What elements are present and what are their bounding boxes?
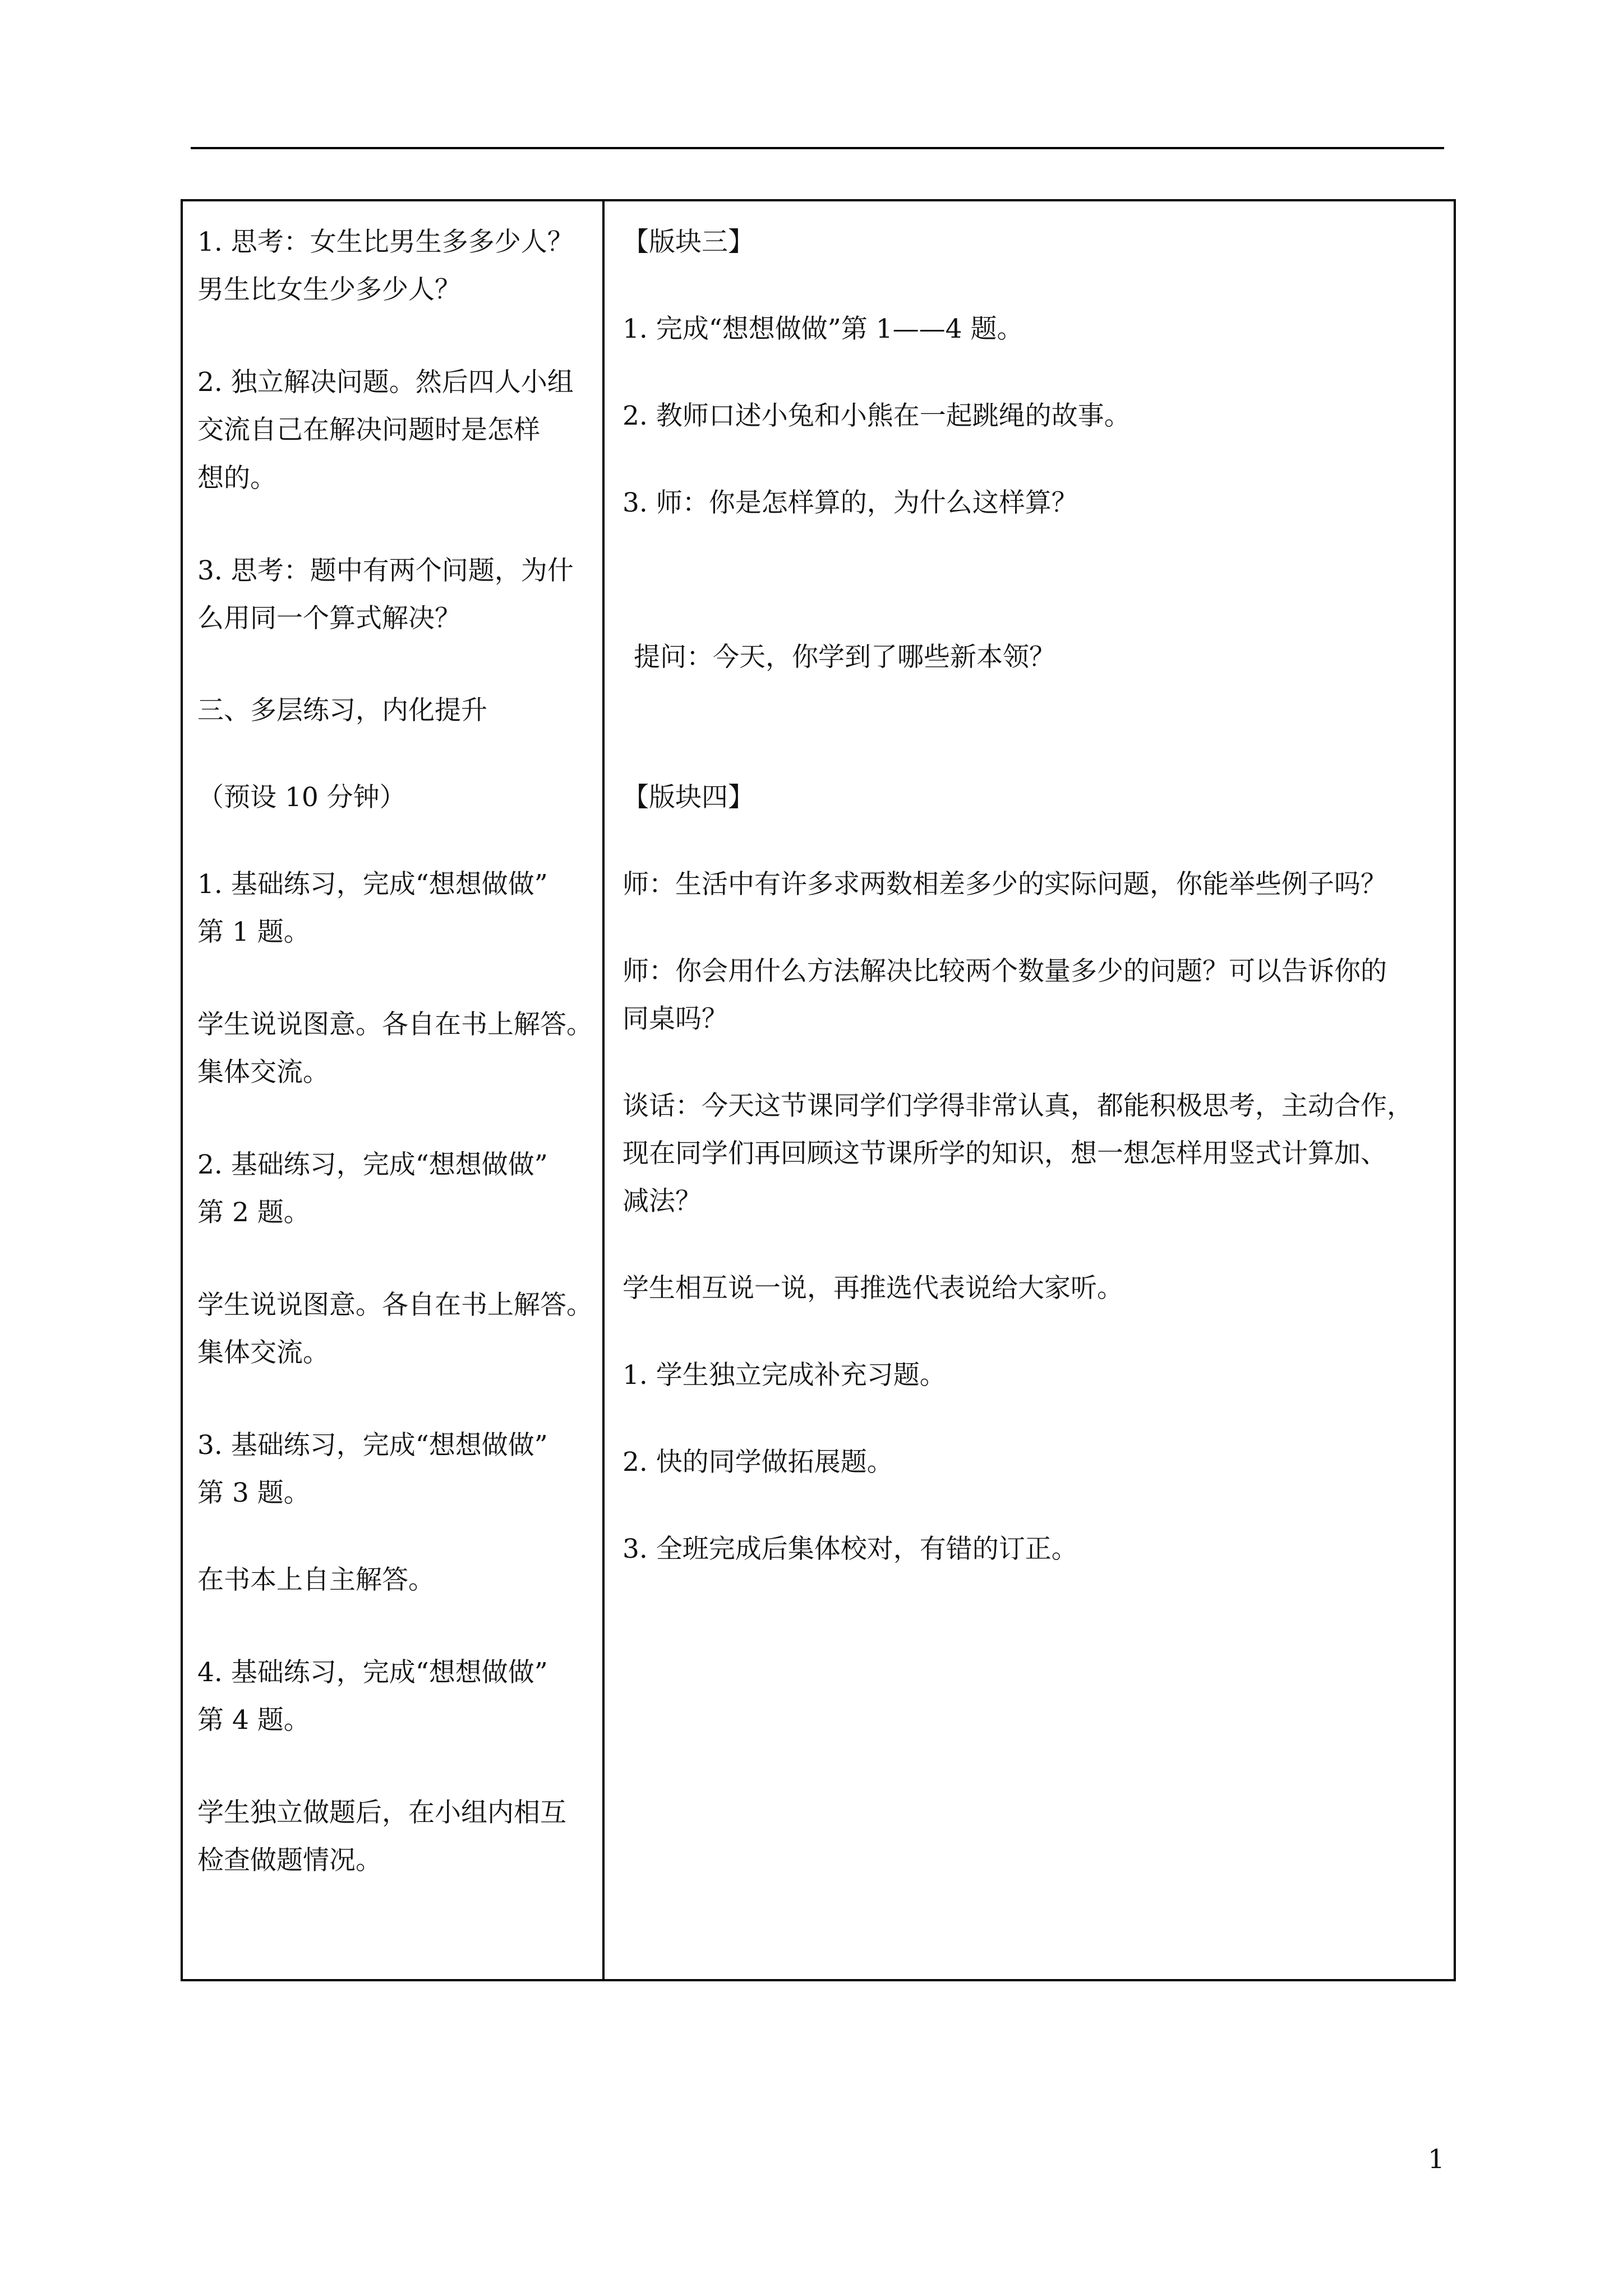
left-line: 第 4 题。 xyxy=(197,1705,310,1736)
left-line: 学生独立做题后，在小组内相互 xyxy=(197,1797,566,1828)
left-line: 1. 思考：女生比男生多多少人？ xyxy=(197,227,574,257)
right-line: 谈话：今天这节课同学们学得非常认真，都能积极思考，主动合作， xyxy=(623,1091,1413,1121)
left-line: 学生说说图意。各自在书上解答。 xyxy=(197,1290,593,1320)
left-column xyxy=(183,201,605,1979)
header-rule xyxy=(191,147,1444,149)
section-heading: 【版块三】 xyxy=(623,227,754,257)
left-line: 第 2 题。 xyxy=(197,1197,310,1228)
left-line: 学生说说图意。各自在书上解答。 xyxy=(197,1009,593,1040)
left-line: 第 3 题。 xyxy=(197,1478,310,1508)
section-heading: 【版块四】 xyxy=(623,782,754,813)
left-line: 三、多层练习，内化提升 xyxy=(197,695,487,726)
left-line: 2. 基础练习，完成“想想做做” xyxy=(197,1149,548,1180)
left-line: 么用同一个算式解决？ xyxy=(197,603,461,634)
left-line: 3. 思考：题中有两个问题，为什 xyxy=(197,555,574,586)
right-line: 提问：今天，你学到了哪些新本领？ xyxy=(634,642,1055,673)
left-line: 集体交流。 xyxy=(197,1337,329,1368)
right-line: 2. 快的同学做拓展题。 xyxy=(623,1447,893,1478)
right-line: 2. 教师口述小兔和小熊在一起跳绳的故事。 xyxy=(623,401,1131,431)
right-line: 师：你会用什么方法解决比较两个数量多少的问题？可以告诉你的 xyxy=(623,956,1387,987)
left-line: 男生比女生少多少人？ xyxy=(197,274,461,305)
right-column xyxy=(605,201,1454,1979)
right-line: 3. 师：你是怎样算的，为什么这样算？ xyxy=(623,487,1078,518)
left-line: 交流自己在解决问题时是怎样 xyxy=(197,415,540,445)
right-line: 3. 全班完成后集体校对，有错的订正。 xyxy=(623,1534,1078,1565)
left-line: 想的。 xyxy=(197,463,276,494)
left-line: 3. 基础练习，完成“想想做做” xyxy=(197,1430,548,1461)
page-number: 1 xyxy=(1428,2144,1445,2175)
right-line: 学生相互说一说，再推选代表说给大家听。 xyxy=(623,1273,1123,1304)
left-line: 4. 基础练习，完成“想想做做” xyxy=(197,1657,548,1688)
left-line: 在书本上自主解答。 xyxy=(197,1565,435,1595)
right-line: 1. 学生独立完成补充习题。 xyxy=(623,1360,946,1391)
left-line: 检查做题情况。 xyxy=(197,1845,382,1876)
right-line: 现在同学们再回顾这节课所学的知识，想一想怎样用竖式计算加、 xyxy=(623,1138,1387,1169)
left-line: 1. 基础练习，完成“想想做做” xyxy=(197,869,548,900)
left-line: 第 1 题。 xyxy=(197,917,310,947)
left-line: 2. 独立解决问题。然后四人小组 xyxy=(197,367,574,398)
right-line: 同桌吗？ xyxy=(623,1004,728,1034)
left-line: 集体交流。 xyxy=(197,1057,329,1088)
left-line: （预设 10 分钟） xyxy=(197,782,406,813)
right-line: 师：生活中有许多求两数相差多少的实际问题，你能举些例子吗？ xyxy=(623,869,1387,900)
right-line: 1. 完成“想想做做”第 1——4 题。 xyxy=(623,314,1023,344)
lesson-table xyxy=(181,199,1456,1981)
right-line: 减法？ xyxy=(623,1186,702,1217)
